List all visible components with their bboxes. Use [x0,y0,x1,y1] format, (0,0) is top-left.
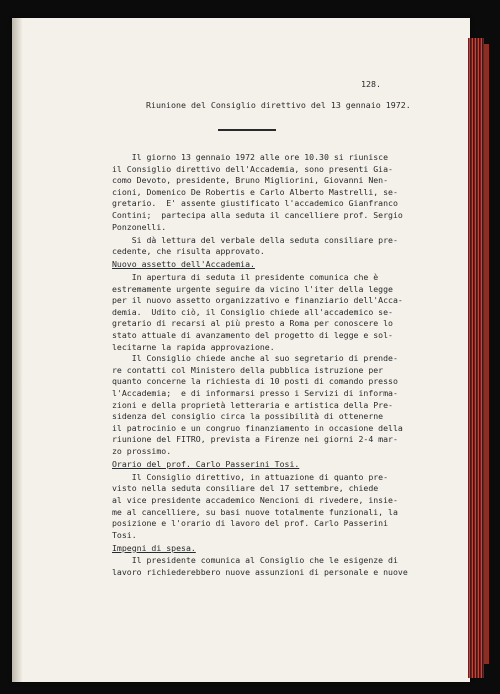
text-line: lecitarne la rapida approvazione. [112,341,275,352]
text-line: Ponzonelli. [112,221,167,232]
text-line: Si dà lettura del verbale della seduta consiliare pre- [112,234,398,245]
text-line: stato attuale di avanzamento del progetto di legge e sol- [112,330,393,340]
text-line: il patrocinio e un congruo finanziamento in occasione della [112,422,403,433]
text-line: al vice presidente accademico Nencioni di rivedere, insie- [112,494,398,505]
text-line: Tosi. [112,529,137,540]
text-line: cedente, che risulta approvato. [112,246,265,257]
text-line: quanto concerne la richiesta di 10 posti di comando presso [112,376,398,387]
text-line: In apertura di seduta il presidente comunica che è [112,272,379,282]
section-heading: Impegni di spesa. [112,542,196,553]
meeting-title: Riunione del Consiglio direttivo del 13 gennaio 1972. [146,100,411,110]
text-line: per il nuovo assetto organizzativo e finanziario dell'Acca- [112,295,403,306]
text-line: il Consiglio direttivo dell'Accademia, sono presenti Gia- [112,163,393,174]
text-line: Il presidente comunica al Consiglio che le esigenze di [112,555,398,566]
text-line: sidenza del consiglio circa la possibilità di ottenerne [112,411,384,422]
text-line: posizione e l'orario di lavoro del prof. Carlo Passerini [112,518,389,529]
text-line: visto nella seduta consiliare del 17 settembre, chiede [112,483,379,494]
text-line: cioni, Domenico De Robertis e Carlo Alberto Mastrelli, se- [112,186,398,197]
page-binding [12,18,22,682]
section-heading: Orario del prof. Carlo Passerini Tosi. [112,459,300,470]
text-line: Contini; partecipa alla seduta il cancelliere prof. Sergio [112,210,403,220]
text-line: demia. Udito ciò, il Consiglio chiede all'accademico se- [112,306,393,317]
book-cover-edge [484,44,489,664]
page-number: 128. [361,79,381,89]
text-line: como Devoto, presidente, Bruno Migliorini, Giovanni Nen- [112,175,389,186]
text-line: me al cancelliere, su basi nuove totalmente funzionali, la [112,506,398,517]
text-line: Il Consiglio chiede anche al suo segretario di prende- [112,353,398,364]
text-line: zioni e della proprietà letteraria e artistica della Pre- [112,399,393,410]
text-line: estremamente urgente seguire da vicino l'iter della legge [112,283,393,294]
text-line: Il Consiglio direttivo, in attuazione di quanto pre- [112,471,389,482]
text-line: riunione del FITRO, prevista a Firenze nei giorni 2-4 mar- [112,434,398,445]
text-line: gretario di recarsi al più presto a Roma per conoscere lo [112,318,393,329]
text-line: zo prossimo. [112,446,172,456]
text-line: l'Accademia; e di informarsi presso i Servizi di informa- [112,388,398,398]
text-line: Il giorno 13 gennaio 1972 alle ore 10.30 si riunisce [112,152,389,162]
section-heading: Nuovo assetto dell'Accademia. [112,259,255,270]
text-line: re contatti col Ministero della pubblica istruzione per [112,364,384,375]
text-line: gretario. E' assente giustificato l'accademico Gianfranco [112,198,398,209]
title-rule [218,129,276,131]
book-page-edges [468,38,484,678]
text-line: lavoro richiederebbero nuove assunzioni di personale e nuove [112,567,408,577]
